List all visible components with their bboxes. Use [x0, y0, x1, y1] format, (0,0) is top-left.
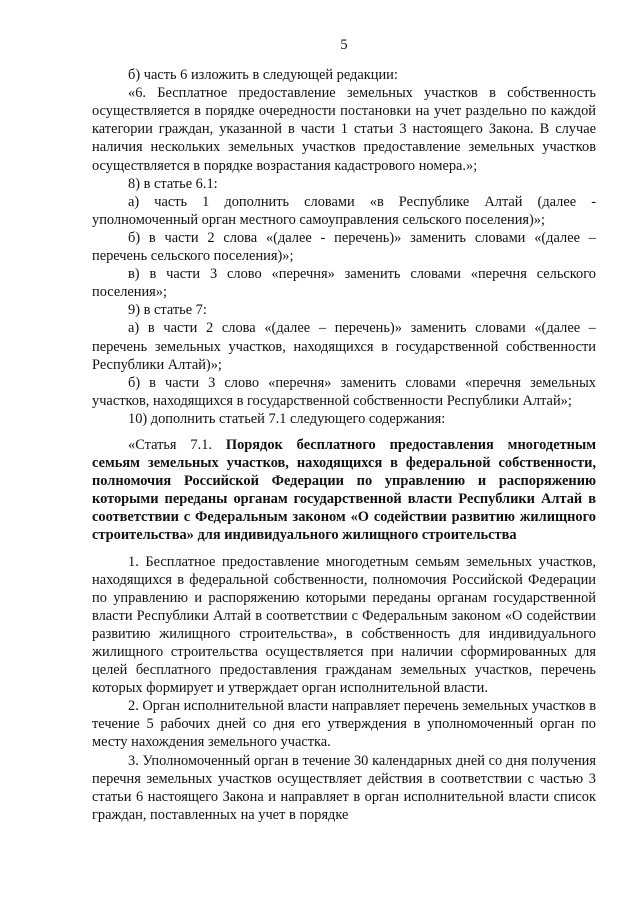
- article-paragraph: 1. Бесплатное предоставление многодетным семьям земельных участков, находящихся в федеральной собственности, полномочия Российской Федерации по управлению и распоряжению которыми переданы органам государственной власти Республики Алтай в соответствии с Федеральным законом «О содействии развитию жилищного строительства», в собственность для индивидуального жилищного строительства осуществляется при наличии сформированных для целей бесплатного предоставления гражданам земельных участков, перечень которых формирует и утверждает орган исполнительной власти.: [92, 553, 596, 697]
- article-paragraph: 2. Орган исполнительной власти направляет перечень земельных участков в течение 5 рабочих дней со дня его утверждения в уполномоченный орган по месту нахождения земельного участка.: [92, 698, 596, 751]
- article-prefix: «Статья 7.1.: [128, 436, 226, 453]
- document-page: [92, 36, 596, 824]
- article-title: Порядок бесплатного предоставления многодетным семьям земельных участков, находящихся в федеральной собственности, полномочия Российской Федерации по управлению и распоряжению которыми переданы органам государственной власти Республики Алтай в соответствии с Федеральным законом «О содействии развитию жилищного строительства» для индивидуального жилищного строительства: [92, 436, 596, 544]
- paragraph: «6. Бесплатное предоставление земельных участков в собственность осуществляется в порядке очередности постановки на учет раздельно по каждой категории граждан, указанной в части 1 статьи 3 настоящего Закона. В случае наличия нескольких земельных участков предоставление земельных участков осуществляется в порядке возрастания кадастрового номера.»;: [92, 85, 596, 174]
- article-heading: [92, 436, 596, 545]
- paragraph: б) в части 2 слова «(далее - перечень)» заменить словами «(далее – перечень сельского поселения)»;: [92, 229, 596, 265]
- paragraph: 8) в статье 6.1:: [128, 175, 218, 192]
- page-number: 5: [340, 37, 348, 53]
- paragraph: в) в части 3 слово «перечня» заменить словами «перечня сельского поселения»;: [92, 266, 596, 301]
- paragraph: 9) в статье 7:: [128, 302, 207, 319]
- article-paragraph: 3. Уполномоченный орган в течение 30 календарных дней со дня получения перечня земельных участков осуществляет действия в соответствии с частью 3 статьи 6 настоящего Закона и направляет в орган исполнительной власти список граждан, поставленных на учет в порядке: [92, 752, 596, 823]
- paragraph: а) часть 1 дополнить словами «в Республике Алтай (далее - уполномоченный орган местного самоуправления сельского поселения)»;: [92, 193, 596, 228]
- paragraph: а) в части 2 слова «(далее – перечень)» заменить словами «(далее – перечень земельных участков, находящихся в государственной собственности Республики Алтай)»;: [92, 320, 596, 373]
- paragraph: б) часть 6 изложить в следующей редакции:: [128, 67, 398, 84]
- paragraph: б) в части 3 слово «перечня» заменить словами «перечня земельных участков, находящихся в государственной собственности Республики Алтай»;: [92, 374, 596, 409]
- paragraph: 10) дополнить статьей 7.1 следующего содержания:: [128, 410, 446, 427]
